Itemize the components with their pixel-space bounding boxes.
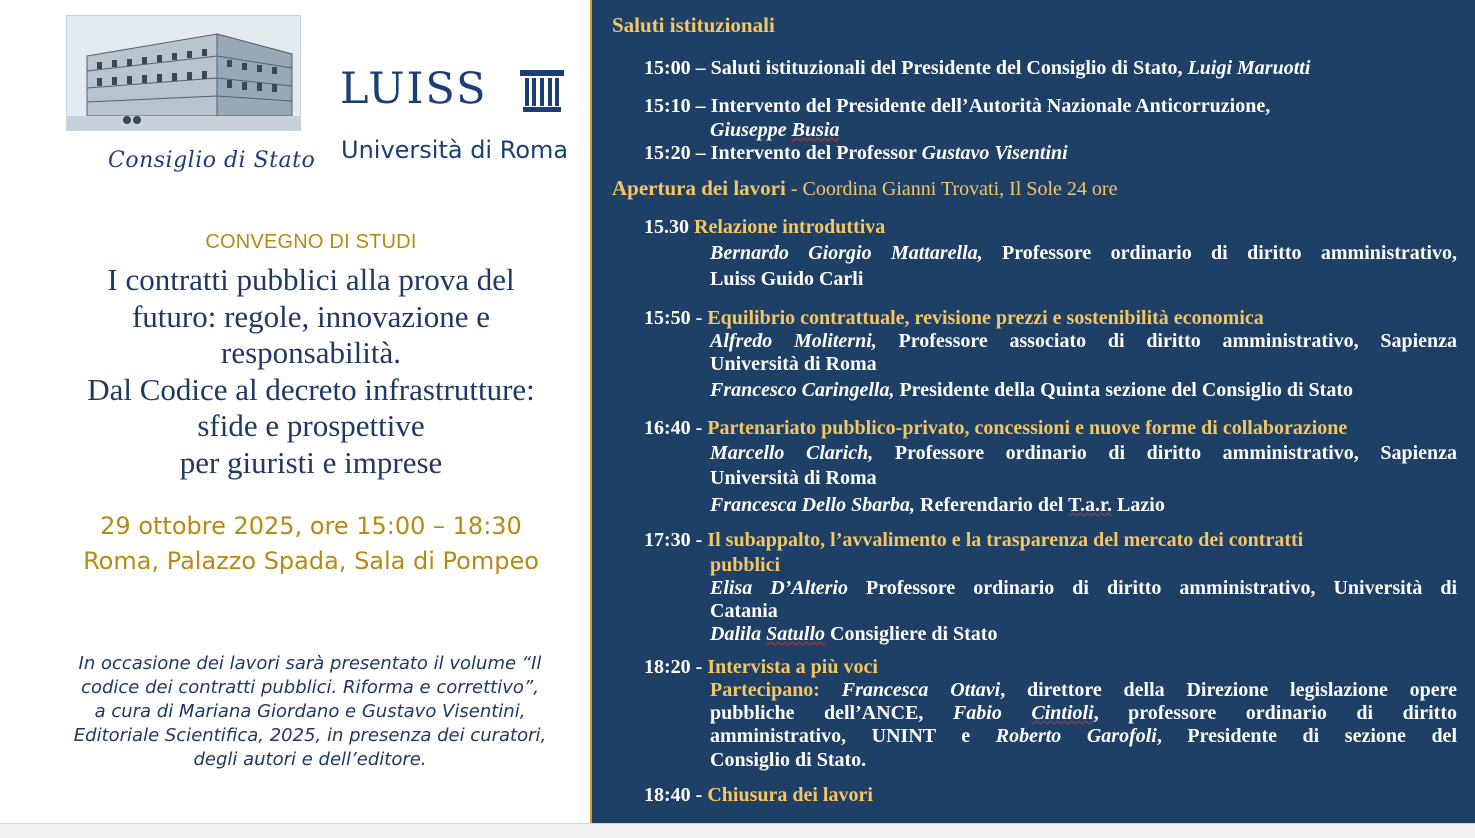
speaker-line [710,577,1457,600]
consiglio-di-stato-signature: Consiglio di Stato [108,148,316,173]
program-item-1840 [644,784,873,807]
book-presentation-note [30,652,590,772]
program-item-1530 [644,216,885,239]
item-time: 18:40 - [644,784,703,806]
item-time: 16:40 - [644,417,703,439]
participants-line-1 [710,679,1457,702]
speaker-line [710,494,1165,517]
item-time: 15.30 [644,216,689,238]
event-place: Roma, Palazzo Spada, Sala di Pompeo [83,547,539,575]
participants-line-2 [710,702,1457,725]
speaker-last-name: Busia [791,119,840,141]
speaker-role: , professore ordinario di diritto [1093,702,1458,724]
program-panel [590,0,1475,823]
speaker-first-name: Giuseppe [710,119,787,141]
item-text: 15:00 – Saluti istituzionali del Presidente del Consiglio di Stato, [644,57,1183,79]
speaker-name: Francesco Caringella, [710,379,895,401]
item-text: 15:20 – Intervento del Professor [644,142,917,164]
participants-label: Partecipano: [710,679,820,701]
speaker-role: Referendario del [920,494,1064,516]
speaker-first-name: Dalila [710,623,762,645]
speaker-last-name: Cintioli [1031,702,1094,724]
speaker-name: Alfredo Moliterni, [710,330,877,352]
tar-abbrev: T.a.r. [1068,494,1113,516]
item-title: Partenariato pubblico-privato, concessioni e nuove forme di collaborazione [707,417,1348,439]
participants-line-4: Consiglio di Stato. [710,749,867,771]
speaker-last-name: Satullo [766,623,826,645]
speaker-affiliation: Università di Roma [710,353,877,375]
palace-drawing-icon [67,16,300,130]
title-line: I contratti pubblici alla prova del [107,262,515,297]
speaker-role: Professore associato di diritto amministrativo, Sapienza [898,330,1458,352]
program-item-1550 [644,307,1264,330]
speaker-name: Francesca Dello Sbarba, [710,494,915,516]
speaker-line [710,442,1457,465]
speaker-affiliation: Università di Roma [710,467,877,489]
apertura-heading: Apertura dei lavori [612,176,786,200]
speaker-role: Professore ordinario di diritto amministrativo, [1002,242,1457,264]
speaker-role: pubbliche dell’ANCE, [710,702,924,724]
palazzo-spada-engraving [66,15,301,131]
item-title: Chiusura dei lavori [707,784,873,806]
speaker-role: Professore ordinario di diritto amministrativo, Sapienza [894,442,1458,464]
speaker-name: Luigi Maruotti [1187,57,1311,79]
speaker-name: Francesca Ottavi [841,679,1001,701]
luiss-logo-text: LUISS [340,64,488,114]
title-line: sfide e prospettive [197,408,425,443]
title-line: per giuristi e imprese [179,444,443,480]
item-title-continued: pubblici [710,554,781,576]
speaker-name: Bernardo Giorgio Mattarella, [710,242,983,264]
program-item-1640 [644,417,1347,440]
speaker-role: , direttore della Direzione legislazione opere [1000,679,1457,701]
item-time: 17:30 - [644,529,703,551]
item-time: 18:20 - [644,656,703,678]
window-bottom-strip [0,823,1475,838]
event-date: 29 ottobre 2025, ore 15:00 – 18:30 [100,512,522,540]
left-panel [0,0,590,823]
saluti-heading: Saluti istituzionali [612,13,775,37]
speaker-role: , Presidente di sezione del [1156,725,1457,747]
speaker-name: Gustavo Visentini [921,142,1068,164]
speaker-role: Consigliere di Stato [830,623,998,645]
program-item-1510: 15:10 – Intervento del Presidente dell’Autorità Nazionale Anticorruzione, [644,95,1271,117]
speaker-name: Marcello Clarich, [710,442,874,464]
speaker-affiliation: Luiss Guido Carli [710,268,864,290]
speaker-line [710,242,1457,265]
item-title: Il subappalto, l’avvalimento e la trasparenza del mercato dei contratti [707,529,1304,551]
apertura-line [612,177,1117,201]
item-time: 15:50 - [644,307,703,329]
participants-line-3 [710,725,1457,748]
program-item-1730 [644,529,1303,552]
intro-line: In occasione dei lavori sarà presentato il volume “Il [78,653,542,674]
item-title: Relazione introduttiva [694,216,886,238]
column-icon [520,70,564,112]
speaker-name: Roberto Garofoli [995,725,1157,747]
intro-line: Editoriale Scientifica, 2025, in presenza dei curatori, [73,725,547,746]
speaker-role-end: Lazio [1117,494,1165,516]
item-title: Intervista a più voci [707,656,878,678]
speaker-line [710,330,1457,353]
event-title [40,262,582,481]
program-item-1500 [644,57,1310,80]
title-line: Dal Codice al decreto infrastrutture: [87,371,535,407]
program-item-1520 [644,142,1068,165]
speaker-first-name: Fabio [952,702,1002,724]
speaker-line [710,623,997,646]
intro-line: codice dei contratti pubblici. Riforma e correttivo”, [81,677,539,698]
program-item-1820 [644,656,878,679]
intro-line: degli autori e dell’editore. [193,749,427,770]
speaker-affiliation: Catania [710,600,778,622]
intro-line: a cura di Mariana Giordano e Gustavo Visentini, [94,701,526,722]
speaker-role: Presidente della Quinta sezione del Consiglio di Stato [899,379,1353,401]
title-line: responsabilità. [221,335,401,370]
apertura-coordinator: - Coordina Gianni Trovati, Il Sole 24 ore [790,178,1118,200]
speaker-name-busia [710,119,839,142]
speaker-role: amministrativo, UNINT e [710,725,971,747]
convegno-label: CONVEGNO DI STUDI [205,231,417,253]
speaker-name: Elisa D’Alterio [710,577,848,599]
speaker-line [710,379,1353,402]
title-line: futuro: regole, innovazione e [131,298,491,334]
speaker-role: Professore ordinario di diritto amministrativo, Università di [865,577,1457,599]
luiss-subtitle: Università di Roma [341,136,569,164]
item-title: Equilibrio contrattuale, revisione prezzi e sostenibilità economica [707,307,1264,329]
